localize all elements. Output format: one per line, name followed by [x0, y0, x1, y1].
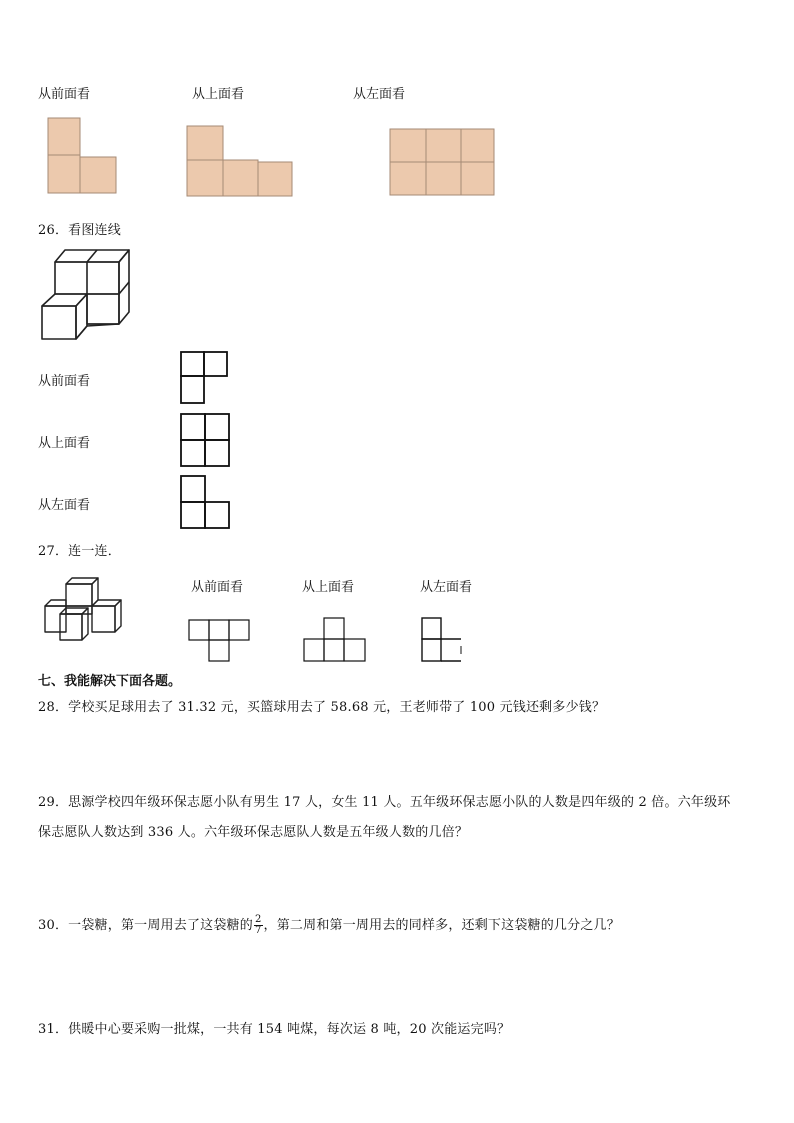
q27-left-view-label: 从左面看	[420, 580, 473, 595]
q28-text: 28．学校买足球用去了 31.32 元，买篮球用去了 58.68 元，王老师带了 100 元钱还剩多少钱？	[38, 700, 606, 715]
q27-top-view-label: 从上面看	[302, 580, 355, 595]
top-view-label: 从上面看	[192, 87, 245, 102]
q30-fraction	[254, 915, 263, 936]
q27-title: 27．连一连．	[38, 544, 121, 559]
q30-fraction-numerator: 2	[254, 914, 262, 925]
front-view-label: 从前面看	[38, 87, 91, 102]
q26-option-top-label: 从上面看	[38, 436, 91, 451]
q29-text-line2: 保志愿队人数达到 336 人。六年级环保志愿队人数是五年级人数的几倍？	[38, 825, 469, 840]
q30-fraction-denominator: 7	[254, 925, 262, 936]
q26-option-front-label: 从前面看	[38, 374, 91, 389]
section-7-title: 七、我能解决下面各题。	[38, 674, 182, 689]
q30-text	[38, 914, 620, 936]
q31-text: 31．供暖中心要采购一批煤，一共有 154 吨煤，每次运 8 吨，20 次能运完吗？	[38, 1022, 511, 1037]
q30-text-before: 30．一袋糖，第一周用去了这袋糖的	[38, 918, 253, 933]
q27-front-view-label: 从前面看	[191, 580, 244, 595]
q26-title: 26．看图连线	[38, 223, 121, 238]
q29-text-line1: 29．思源学校四年级环保志愿小队有男生 17 人，女生 11 人。五年级环保志愿小队的人数是四年级的 2 倍。六年级环	[38, 795, 731, 810]
left-view-label: 从左面看	[353, 87, 406, 102]
q30-text-after: ，第二周和第一周用去的同样多，还剩下这袋糖的几分之几？	[263, 918, 620, 933]
q26-option-left-label: 从左面看	[38, 498, 91, 513]
